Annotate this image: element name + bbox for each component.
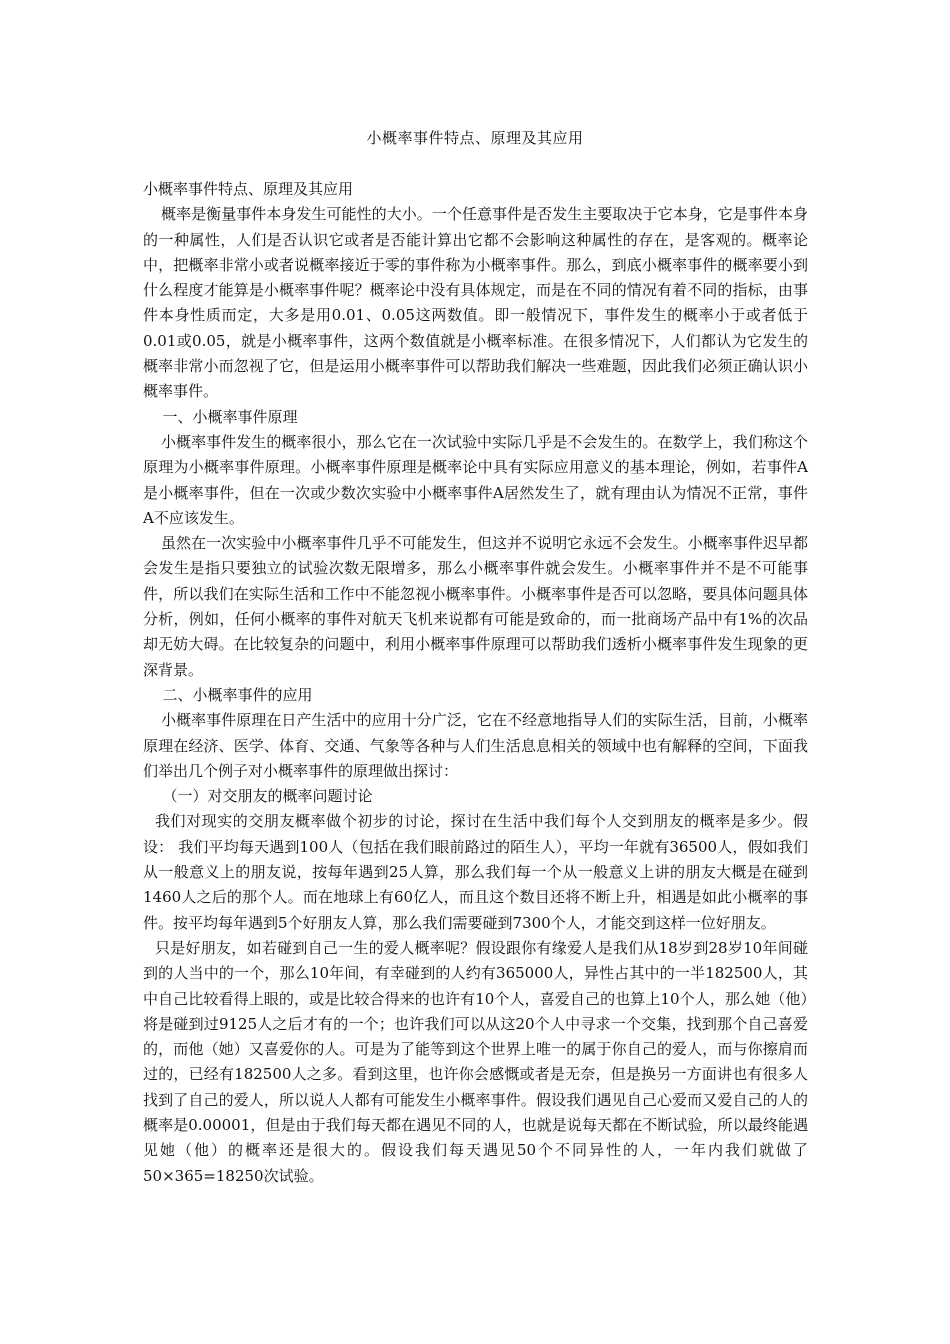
friends-paragraph-1: 我们对现实的交朋友概率做个初步的讨论，探讨在生活中我们每个人交到朋友的概率是多少。假设： 我们平均每天遇到100人（包括在我们眼前路过的陌生人），平均一年就有36500人，假如我们从一般意义上的朋友说，按每年遇到25人算，那么我们每一个从一般意义上讲的朋友大概是在碰到1460人之后的那个人。而在地球上有60亿人，而且这个数目还将不断上升，相遇是如此小概率的事件。按平均每年遇到5个好朋友人算，那么我们需要碰到7300个人，才能交到这样一位好朋友。 — [143, 812, 808, 932]
section-heading-application: 二、小概率事件的应用 — [162, 685, 313, 704]
intro-paragraph: 概率是衡量事件本身发生可能性的大小。一个任意事件是否发生主要取决于它本身，它是事件本身的一种属性，人们是否认识它或者是否能计算出它都不会影响这种属性的存在，是客观的。概率论中，把概率非常小或者说概率接近于零的事件称为小概率事件。那么，到底小概率事件的概率要小到什么程度才能算是小概率事件呢？概率论中没有具体规定，而是在不同的情况有着不同的指标，由事件本身性质而定，大多是用0.01、0.05这两数值。即一般情况下，事件发生的概率小于或者低于0.01或0.05，就是小概率事件，这两个数值就是小概率标准。在很多情况下，人们都认为它发生的概率非常小而忽视了它，但是运用小概率事件可以帮助我们解决一些难题，因此我们必须正确认识小概率事件。 — [143, 205, 808, 401]
application-paragraph-1: 小概率事件原理在日产生活中的应用十分广泛，它在不经意地指导人们的实际生活，目前，小概率原理在经济、医学、体育、交通、气象等各种与人们生活息息相关的领域中也有解释的空间，下面我们举出几个例子对小概率事件的原理做出探讨： — [143, 711, 808, 780]
section-heading-principle: 一、小概率事件原理 — [162, 407, 298, 426]
subsection-heading-friends: （一）对交朋友的概率问题讨论 — [162, 787, 373, 806]
document-body — [143, 177, 808, 1189]
document-subtitle: 小概率事件特点、原理及其应用 — [143, 180, 354, 198]
page-title: 小概率事件特点、原理及其应用 — [366, 129, 584, 147]
principle-paragraph-1: 小概率事件发生的概率很小，那么它在一次试验中实际几乎是不会发生的。在数学上，我们称这个原理为小概率事件原理。小概率事件原理是概率论中具有实际应用意义的基本理论，例如，若事件A是小概率事件，但在一次或少数次实验中小概率事件A居然发生了，就有理由认为情况不正常，事件A不应该发生。 — [143, 432, 808, 527]
friends-paragraph-2: 只是好朋友，如若碰到自己一生的爱人概率呢？假设跟你有缘爱人是我们从18岁到28岁10年间碰到的人当中的一个，那么10年间，有幸碰到的人约有365000人，异性占其中的一半182500人，其中自己比较看得上眼的，或是比较合得来的也许有10个人，喜爱自己的也算上10个人，那么她（他）将是碰到过9125人之后才有的一个；也许我们可以从这20个人中寻求一个交集，找到那个自己喜爱的，而他（她）又喜爱你的人。可是为了能等到这个世界上唯一的属于你自己的爱人，而与你擦肩而过的，已经有182500人之多。看到这里，也许你会感慨或者是无奈，但是换另一方面讲也有很多人找到了自己的爱人，所以说人人都有可能发生小概率事件。假设我们遇见自己心爱而又爱自己的人的概率是0.00001，但是由于我们每天都在遇见不同的人，也就是说每天都在不断试验，所以最终能遇见她（他）的概率还是很大的。假设我们每天遇见50个不同异性的人，一年内我们就做了50×365=18250次试验。 — [143, 938, 808, 1185]
principle-paragraph-2: 虽然在一次实验中小概率事件几乎不可能发生，但这并不说明它永远不会发生。小概率事件迟早都会发生是指只要独立的试验次数无限增多，那么小概率事件就会发生。小概率事件并不是不可能事件，所以我们在实际生活和工作中不能忽视小概率事件。小概率事件是否可以忽略，要具体问题具体分析，例如，任何小概率的事件对航天飞机来说都有可能是致命的，而一批商场产品中有1%的次品却无妨大碍。在比较复杂的问题中，利用小概率事件原理可以帮助我们透析小概率事件发生现象的更深背景。 — [143, 534, 808, 679]
